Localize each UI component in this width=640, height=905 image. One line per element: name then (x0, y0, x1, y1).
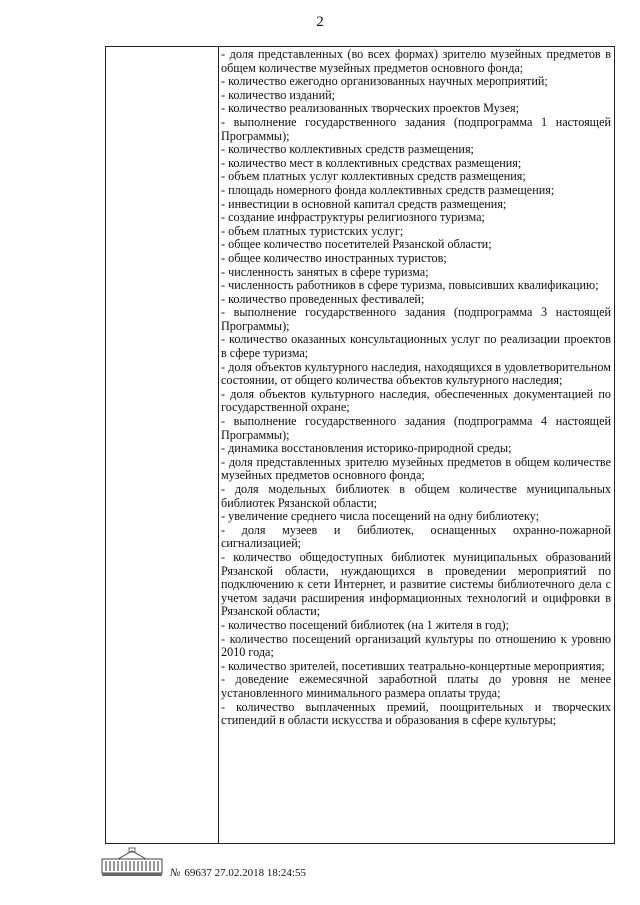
list-item: - инвестиции в основной капитал средств размещения; (221, 196, 507, 211)
list-item: - объем платных туристских услуг; (221, 223, 404, 238)
list-item: - количество зрителей, посетивших театрально-концертные мероприятия; (221, 658, 605, 673)
list-item: - динамика восстановления историко-природной среды; (221, 441, 512, 456)
list-item: - численность занятых в сфере туризма; (221, 264, 429, 279)
list-item: - объем платных услуг коллективных средств размещения; (221, 169, 526, 184)
list-item: - количество оказанных консультационных услуг по реализации проектов в сфере туризма; (221, 332, 611, 361)
list-item: - количество выплаченных премий, поощрительных и творческих стипендий в области искусства и образования в сфере культуры; (221, 699, 611, 728)
registration-stamp (170, 867, 306, 879)
list-item: - количество реализованных творческих проектов Музея; (221, 101, 519, 116)
list-item: - общее количество иностранных туристов; (221, 250, 447, 265)
list-item: - количество проведенных фестивалей; (221, 291, 425, 306)
number-sign: № (170, 867, 181, 879)
list-item: - выполнение государственного задания (подпрограмма 3 настоящей Программы); (221, 305, 611, 333)
list-item: - площадь номерного фонда коллективных средств размещения; (221, 182, 555, 197)
list-item: - выполнение государственного задания (подпрограмма 4 настоящей Программы); (221, 414, 611, 442)
list-item: - доля объектов культурного наследия, находящихся в удовлетворительном состоянии, от общего количества объектов культурного наследия; (221, 359, 611, 388)
list-item: - доля модельных библиотек в общем количестве муниципальных библиотек Рязанской области; (221, 482, 611, 510)
list-item: - численность работников в сфере туризма, повысивших квалификацию; (221, 278, 599, 293)
list-item: - доля музеев и библиотек, оснащенных охранно-пожарной сигнализацией; (221, 522, 611, 551)
table-right-column (218, 47, 614, 843)
page-number: 2 (316, 14, 324, 30)
list-item: - количество посещений организаций культуры по отношению к уровню 2010 года; (221, 631, 611, 660)
list-item: - выполнение государственного задания (подпрограмма 1 настоящей Программы); (221, 114, 611, 143)
table-left-column (106, 47, 219, 843)
list-item: - общее количество посетителей Рязанской области; (221, 237, 492, 252)
list-item: - количество коллективных средств размещения; (221, 142, 474, 157)
list-item: - доля представленных зрителю музейных предметов в общем количестве музейных предметов основного фонда; (221, 454, 611, 483)
list-item: - количество ежегодно организованных научных мероприятий; (221, 74, 548, 89)
list-item: - количество посещений библиотек (на 1 жителя в год); (221, 617, 509, 632)
list-item: - увеличение среднего числа посещений на одну библиотеку; (221, 509, 540, 524)
document-table (105, 46, 615, 844)
list-item: - доля объектов культурного наследия, обеспеченных документацией по государственной охране; (221, 386, 611, 415)
building-logo-icon (100, 847, 164, 877)
registration-number-date: 69637 27.02.2018 18:24:55 (184, 867, 306, 879)
list-item: - количество мест в коллективных средствах размещения; (221, 155, 522, 170)
list-item: - доведение ежемесячной заработной платы до уровня не менее установленного минимального размера оплаты труда; (221, 672, 611, 700)
footer (100, 847, 340, 887)
list-item: - количество общедоступных библиотек муниципальных образований Рязанской области, нуждающихся в проведении мероприятий по подключению к сети Интернет, и развитие системы библиотечного дела с учетом задачи расширения информационных технологий и оцифровки в Рязанской области; (221, 549, 611, 619)
list-item: - количество изданий; (221, 87, 336, 102)
list-item: - создание инфраструктуры религиозного туризма; (221, 210, 485, 225)
list-item: - доля представленных (во всех формах) зрителю музейных предметов в общем количестве музейных предметов основного фонда; (221, 47, 611, 75)
